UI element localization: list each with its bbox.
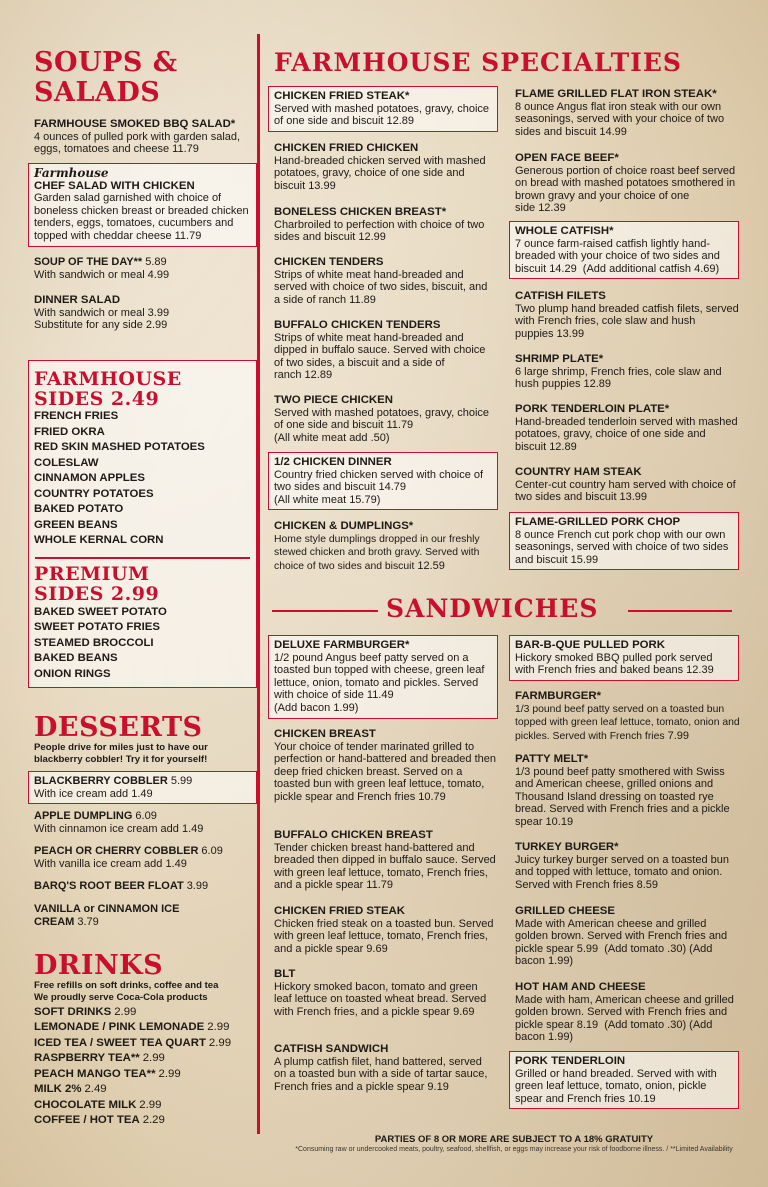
menu-item-chicken-breast: CHICKEN BREAST Your choice of tender marinated grilled to perfection or hand-battered and breaded then deep fried chicken breast. Served on a toasted bun with green leaf lettuce, tomato, pickle spear and French fries 10.79 bbox=[274, 728, 496, 803]
side-item: CINNAMON APPLES bbox=[34, 472, 145, 484]
menu-item-blackberry-cobbler: BLACKBERRY COBBLER 5.99 With ice cream add 1.49 bbox=[28, 771, 257, 804]
menu-item-pork-tenderloin-plate: PORK TENDERLOIN PLATE* Hand-breaded tenderloin served with mashed potatoes, gravy, choice of one side and biscuit 12.89 bbox=[515, 403, 738, 453]
premium-side-item: ONION RINGS bbox=[34, 668, 111, 680]
desserts-intro: People drive for miles just to have our blackberry cobbler! Try it for yourself! bbox=[34, 742, 208, 765]
menu-item-open-face-beef: OPEN FACE BEEF* Generous portion of choice roast beef served on bread with mashed potatoes smothered in brown gravy and your choice of one side 12.39 bbox=[515, 152, 736, 215]
menu-item-half-chicken-dinner: 1/2 CHICKEN DINNER Country fried chicken served with choice of two sides and biscuit 14.79 (All white meat 15.79) bbox=[268, 452, 498, 510]
menu-item-chicken-fried-chicken: CHICKEN FRIED CHICKEN Hand-breaded chicken served with mashed potatoes, gravy, choice of one side and biscuit 13.99 bbox=[274, 142, 486, 192]
desserts-heading: DESSERTS bbox=[34, 712, 203, 743]
menu-item-buffalo-chicken-tenders: BUFFALO CHICKEN TENDERS Strips of white meat hand-breaded and dipped in buffalo sauce. Served with choice of two sides, a biscuit and a side of ranch 12.89 bbox=[274, 319, 486, 382]
menu-item-country-ham-steak: COUNTRY HAM STEAK Center-cut country ham served with choice of two sides and biscuit 13.99 bbox=[515, 466, 736, 504]
premium-side-item: BAKED BEANS bbox=[34, 652, 118, 664]
menu-item-patty-melt: PATTY MELT* 1/3 pound beef patty smothered with Swiss and American cheese, grilled onions and Thousand Island dressing on toasted rye bread. Served with French fries and a pickle spear 10.19 bbox=[515, 753, 730, 828]
menu-item-pork-tenderloin: PORK TENDERLOIN Grilled or hand breaded. Served with with green leaf lettuce, tomato, onion, pickle spear and French fries 10.19 bbox=[509, 1051, 739, 1109]
drinks-intro-refills: Free refills on soft drinks, coffee and tea bbox=[34, 980, 219, 991]
gratuity-notice: PARTIES OF 8 OR MORE ARE SUBJECT TO A 18% GRATUITY bbox=[374, 1134, 654, 1145]
menu-item-chicken-tenders: CHICKEN TENDERS Strips of white meat hand-breaded and served with choice of two sides, biscuit, and a side of ranch 11.89 bbox=[274, 256, 488, 306]
drinks-intro-coca-cola: We proudly serve Coca-Cola products bbox=[34, 992, 208, 1003]
soups-salads-heading: SOUPS & SALADS bbox=[34, 47, 178, 108]
menu-item-two-piece-chicken: TWO PIECE CHICKEN Served with mashed potatoes, gravy, choice of one side and biscuit 11.79 (All white meat add .50) bbox=[274, 394, 490, 444]
menu-item-catfish-sandwich: CATFISH SANDWICH A plump catfish filet, hand battered, served on a toasted bun with a side of tartar sauce, French fries and a pickle spear 9.19 bbox=[274, 1043, 488, 1093]
menu-item-bbq-salad: FARMHOUSE SMOKED BBQ SALAD* 4 ounces of pulled pork with garden salad, eggs, tomatoes and cheese 11.79 bbox=[34, 118, 241, 156]
side-item: BAKED POTATO bbox=[34, 503, 124, 515]
drink-item: MILK 2% 2.49 bbox=[34, 1083, 107, 1095]
drink-item: PEACH MANGO TEA** 2.99 bbox=[34, 1068, 181, 1080]
menu-item-flat-iron-steak: FLAME GRILLED FLAT IRON STEAK* 8 ounce Angus flat iron steak with our own seasonings, served with your choice of two sides and biscuit 14.99 bbox=[515, 88, 725, 138]
menu-item-hot-ham-cheese: HOT HAM AND CHEESE Made with ham, American cheese and grilled golden brown. Served with French fries and pickle spear 8.19 (Add tomato .30) (Add bacon 1.99) bbox=[515, 981, 734, 1044]
menu-item-grilled-cheese: GRILLED CHEESE Made with American cheese and grilled golden brown. Served with French fries and pickle spear 5.99 (Add tomato .30) (Add bacon 1.99) bbox=[515, 905, 728, 968]
menu-item-ice-cream: VANILLA or CINNAMON ICE CREAM 3.79 bbox=[34, 903, 180, 928]
menu-item-buffalo-chicken-breast: BUFFALO CHICKEN BREAST Tender chicken breast hand-battered and breaded then dipped in buffalo sauce. Served with green leaf lettuce, tomato, French fries, and a pickle spear 11.79 bbox=[274, 829, 496, 892]
premium-sides-heading: PREMIUM SIDES 2.99 bbox=[34, 563, 160, 605]
column-divider bbox=[257, 34, 260, 1134]
drink-item: SOFT DRINKS 2.99 bbox=[34, 1006, 137, 1018]
menu-item-dinner-salad: DINNER SALAD With sandwich or meal 3.99 Substitute for any side 2.99 bbox=[34, 294, 170, 332]
menu-item-chicken-dumplings: CHICKEN & DUMPLINGS* Home style dumplings dropped in our freshly stewed chicken and broth gravy. Served with choice of two sides and biscuit 12.59 bbox=[274, 520, 480, 572]
menu-item-soup-of-day: SOUP OF THE DAY** 5.89 With sandwich or meal 4.99 bbox=[34, 256, 170, 281]
side-item: COUNTRY POTATOES bbox=[34, 488, 154, 500]
menu-item-peach-cobbler: PEACH OR CHERRY COBBLER 6.09 With vanilla ice cream add 1.49 bbox=[34, 845, 223, 870]
menu-item-turkey-burger: TURKEY BURGER* Juicy turkey burger served on a toasted bun and topped with lettuce, tomato and onion. Served with French fries 8.59 bbox=[515, 841, 730, 891]
menu-item-catfish-filets: CATFISH FILETS Two plump hand breaded catfish filets, served with French fries, cole slaw and hush puppies 13.99 bbox=[515, 290, 739, 340]
menu-item-chicken-fried-steak-sandwich: CHICKEN FRIED STEAK Chicken fried steak on a toasted bun. Served with green leaf lettuce, tomato, French fries, and a pickle spear 9.69 bbox=[274, 905, 494, 955]
menu-item-deluxe-farmburger: DELUXE FARMBURGER* 1/2 pound Angus beef patty served on a toasted bun topped with cheese, green leaf lettuce, onion, tomato and pickles. Served with choice of side 11.49 (Add bacon 1.99) bbox=[268, 635, 498, 719]
sandwiches-heading: SANDWICHES bbox=[386, 594, 599, 623]
side-item: RED SKIN MASHED POTATOES bbox=[34, 441, 205, 453]
menu-item-chef-salad: Farmhouse CHEF SALAD WITH CHICKEN Garden salad garnished with choice of boneless chicken breast or breaded chicken tenders, eggs, tomatoes, cucumbers and topped with cheddar cheese 11.79 bbox=[28, 163, 257, 247]
menu-item-farmburger: FARMBURGER* 1/3 pound beef patty served on a toasted bun topped with green leaf lettuce, tomato, onion and pickles. Served with French fries 7.99 bbox=[515, 690, 740, 742]
premium-side-item: SWEET POTATO FRIES bbox=[34, 621, 160, 633]
sides-divider bbox=[35, 557, 250, 559]
drink-item: RASPBERRY TEA** 2.99 bbox=[34, 1052, 165, 1064]
side-item: GREEN BEANS bbox=[34, 519, 118, 531]
menu-item-root-beer-float: BARQ'S ROOT BEER FLOAT 3.99 bbox=[34, 880, 209, 892]
side-item: WHOLE KERNAL CORN bbox=[34, 534, 164, 546]
side-item: COLESLAW bbox=[34, 457, 99, 469]
sandwiches-rule-right bbox=[628, 610, 732, 612]
food-safety-disclaimer: *Consuming raw or undercooked meats, poultry, seafood, shellfish, or eggs may increase your risk of foodborne illness. / **Limited Availability bbox=[295, 1146, 733, 1153]
menu-item-whole-catfish: WHOLE CATFISH* 7 ounce farm-raised catfish lightly hand-breaded with your choice of two sides and biscuit 14.29 (Add additional catfish 4.69) bbox=[509, 221, 739, 279]
drinks-heading: DRINKS bbox=[34, 950, 164, 981]
side-item: FRENCH FRIES bbox=[34, 410, 119, 422]
menu-item-shrimp-plate: SHRIMP PLATE* 6 large shrimp, French fries, cole slaw and hush puppies 12.89 bbox=[515, 353, 722, 391]
menu-item-pork-chop: FLAME-GRILLED PORK CHOP 8 ounce French cut pork chop with our own seasonings, served with choice of two sides and biscuit 15.99 bbox=[509, 512, 739, 570]
drink-item: CHOCOLATE MILK 2.99 bbox=[34, 1099, 162, 1111]
menu-item-chicken-fried-steak: CHICKEN FRIED STEAK* Served with mashed potatoes, gravy, choice of one side and biscuit 12.89 bbox=[268, 86, 498, 132]
drink-item: COFFEE / HOT TEA 2.29 bbox=[34, 1114, 165, 1126]
drink-item: ICED TEA / SWEET TEA QUART 2.99 bbox=[34, 1037, 232, 1049]
menu-item-blt: BLT Hickory smoked bacon, tomato and green leaf lettuce on toasted wheat bread. Served with French fries, and a pickle spear 9.69 bbox=[274, 968, 487, 1018]
side-item: FRIED OKRA bbox=[34, 426, 105, 438]
specialties-heading: FARMHOUSE SPECIALTIES bbox=[274, 48, 682, 77]
menu-item-apple-dumpling: APPLE DUMPLING 6.09 With cinnamon ice cream add 1.49 bbox=[34, 810, 204, 835]
menu-item-boneless-chicken-breast: BONELESS CHICKEN BREAST* Charbroiled to perfection with choice of two sides and biscuit 12.99 bbox=[274, 206, 485, 244]
menu-item-bbq-pulled-pork: BAR-B-QUE PULLED PORK Hickory smoked BBQ pulled pork served with French fries and baked beans 12.39 bbox=[509, 635, 739, 681]
premium-side-item: BAKED SWEET POTATO bbox=[34, 606, 167, 618]
sandwiches-rule-left bbox=[272, 610, 378, 612]
farmhouse-sides-heading: FARMHOUSE SIDES 2.49 bbox=[34, 368, 182, 410]
drink-item: LEMONADE / PINK LEMONADE 2.99 bbox=[34, 1021, 230, 1033]
premium-side-item: STEAMED BROCCOLI bbox=[34, 637, 154, 649]
